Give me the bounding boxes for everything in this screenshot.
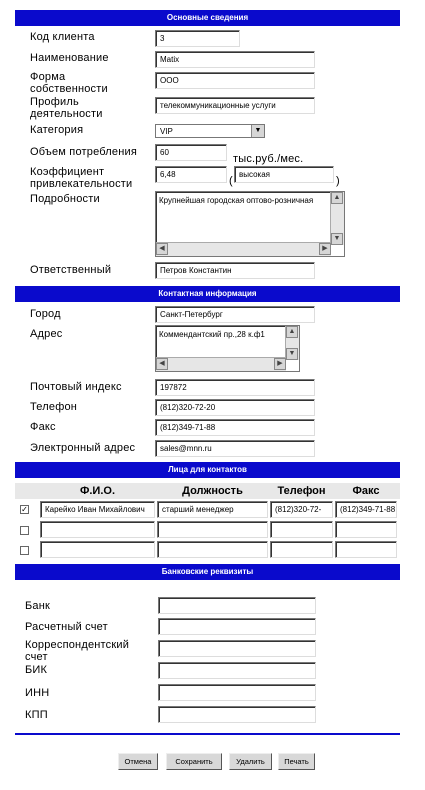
person-name-cell[interactable] bbox=[40, 541, 155, 558]
account-label: Расчетный счет bbox=[25, 621, 108, 633]
person-position-cell[interactable] bbox=[157, 541, 268, 558]
postal-label: Почтовый индекс bbox=[30, 381, 122, 393]
address-label: Адрес bbox=[30, 328, 63, 340]
attractiveness-level: высокая bbox=[234, 166, 334, 183]
save-button[interactable]: Сохранить bbox=[166, 753, 222, 770]
coefficient-label-line2: привлекательности bbox=[30, 178, 133, 190]
col-header-name: Ф.И.О. bbox=[79, 485, 116, 497]
person-fax-cell[interactable] bbox=[335, 521, 397, 538]
col-header-phone: Телефон bbox=[277, 485, 326, 497]
phone-label: Телефон bbox=[30, 401, 78, 413]
bik-input[interactable] bbox=[158, 662, 316, 679]
coefficient-input[interactable]: 6,48 bbox=[155, 166, 227, 183]
bank-label: Банк bbox=[25, 600, 51, 612]
divider bbox=[15, 733, 400, 735]
inn-label: ИНН bbox=[25, 687, 50, 699]
person-name-cell[interactable]: Карейко Иван Михайлович bbox=[40, 501, 155, 518]
city-label: Город bbox=[30, 308, 61, 320]
corr-account-input[interactable] bbox=[158, 640, 316, 657]
phone-input[interactable]: (812)320-72-20 bbox=[155, 399, 315, 416]
account-input[interactable] bbox=[158, 618, 316, 635]
row-checkbox[interactable]: ✓ bbox=[21, 505, 28, 514]
category-select[interactable] bbox=[155, 124, 265, 138]
volume-label: Объем потребления bbox=[30, 146, 138, 158]
category-label: Категория bbox=[30, 124, 84, 136]
col-header-fax: Факс bbox=[352, 485, 380, 497]
corr-account-label-line1: Корреспондентский bbox=[25, 639, 130, 651]
responsible-input[interactable]: Петров Константин bbox=[155, 262, 315, 279]
corr-account-label bbox=[25, 639, 129, 663]
kpp-input[interactable] bbox=[158, 706, 316, 723]
category-selected-value: VIP bbox=[160, 127, 173, 136]
email-input[interactable]: sales@mnn.ru bbox=[155, 440, 315, 457]
paren-open: ( bbox=[229, 175, 233, 187]
coefficient-label-line1: Коэффициент bbox=[30, 166, 105, 178]
address-text: Коммендантский пр.,28 к.ф1 bbox=[159, 330, 265, 339]
coefficient-label bbox=[30, 166, 132, 190]
chevron-down-icon[interactable]: ▼ bbox=[251, 125, 264, 137]
details-vertical-scrollbar[interactable] bbox=[330, 192, 344, 245]
cancel-button[interactable]: Отмена bbox=[118, 753, 158, 770]
row-checkbox[interactable] bbox=[20, 526, 29, 535]
scroll-up-icon[interactable]: ▲ bbox=[286, 326, 298, 338]
person-phone-cell[interactable] bbox=[270, 541, 333, 558]
person-position-cell[interactable] bbox=[157, 521, 268, 538]
col-header-position: Должность bbox=[182, 485, 243, 497]
city-input[interactable]: Санкт-Петербург bbox=[155, 306, 315, 323]
ownership-label bbox=[30, 71, 108, 95]
name-input[interactable]: Matix bbox=[155, 51, 315, 68]
ownership-label-line2: собственности bbox=[30, 83, 108, 95]
section-header-contact: Контактная информация bbox=[15, 286, 400, 302]
scroll-down-icon[interactable]: ▼ bbox=[331, 233, 343, 245]
address-vertical-scrollbar[interactable] bbox=[285, 326, 299, 360]
print-button[interactable]: Печать bbox=[278, 753, 315, 770]
email-label: Электронный адрес bbox=[30, 442, 136, 454]
client-code-input[interactable]: 3 bbox=[155, 30, 240, 47]
fax-label: Факс bbox=[30, 421, 56, 433]
ownership-input[interactable]: ООО bbox=[155, 72, 315, 89]
scroll-right-icon[interactable]: ▶ bbox=[319, 243, 331, 255]
section-header-persons: Лица для контактов bbox=[15, 462, 400, 478]
bik-label: БИК bbox=[25, 664, 48, 676]
name-label: Наименование bbox=[30, 52, 109, 64]
person-fax-cell[interactable] bbox=[335, 541, 397, 558]
responsible-label: Ответственный bbox=[30, 264, 112, 276]
paren-close: ) bbox=[336, 175, 340, 187]
person-phone-cell[interactable] bbox=[270, 521, 333, 538]
volume-unit: тыс.руб./мес. bbox=[233, 153, 304, 165]
scroll-up-icon[interactable]: ▲ bbox=[331, 192, 343, 204]
inn-input[interactable] bbox=[158, 684, 316, 701]
person-name-cell[interactable] bbox=[40, 521, 155, 538]
bank-input[interactable] bbox=[158, 597, 316, 614]
scroll-left-icon[interactable]: ◀ bbox=[156, 243, 168, 255]
details-text: Крупнейшая городская оптово-розничная bbox=[159, 196, 314, 205]
person-phone-cell[interactable]: (812)320-72- bbox=[270, 501, 333, 518]
profile-label bbox=[30, 96, 103, 120]
volume-input[interactable]: 60 bbox=[155, 144, 227, 161]
address-textarea[interactable] bbox=[155, 325, 300, 372]
scroll-down-icon[interactable]: ▼ bbox=[286, 348, 298, 360]
ownership-label-line1: Форма bbox=[30, 71, 66, 83]
address-horizontal-scrollbar[interactable] bbox=[156, 357, 286, 371]
section-header-bank: Банковские реквизиты bbox=[15, 564, 400, 580]
profile-label-line1: Профиль bbox=[30, 96, 79, 108]
delete-button[interactable]: Удалить bbox=[229, 753, 272, 770]
person-position-cell[interactable]: старший менеджер bbox=[157, 501, 268, 518]
details-horizontal-scrollbar[interactable] bbox=[156, 242, 331, 256]
scroll-right-icon[interactable]: ▶ bbox=[274, 358, 286, 370]
details-label: Подробности bbox=[30, 193, 100, 205]
corr-account-label-line2: счет bbox=[25, 651, 48, 663]
kpp-label: КПП bbox=[25, 709, 48, 721]
details-textarea[interactable] bbox=[155, 191, 345, 257]
profile-input[interactable]: телекоммуникационные услуги bbox=[155, 97, 315, 114]
client-code-label: Код клиента bbox=[30, 31, 95, 43]
scroll-left-icon[interactable]: ◀ bbox=[156, 358, 168, 370]
postal-input[interactable]: 197872 bbox=[155, 379, 315, 396]
section-header-main: Основные сведения bbox=[15, 10, 400, 26]
fax-input[interactable]: (812)349-71-88 bbox=[155, 419, 315, 436]
row-checkbox[interactable] bbox=[20, 546, 29, 555]
person-fax-cell[interactable]: (812)349-71-88 bbox=[335, 501, 397, 518]
profile-label-line2: деятельности bbox=[30, 108, 103, 120]
